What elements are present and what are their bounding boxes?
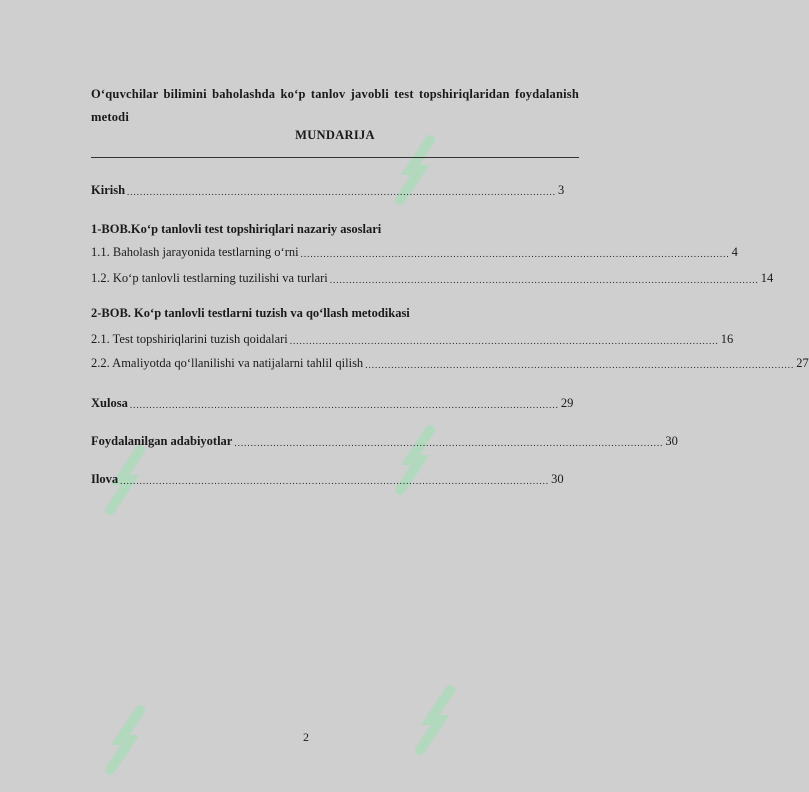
toc-entry-page: 30 — [665, 434, 678, 448]
toc-entry-page: 4 — [731, 245, 738, 259]
watermark-logo-icon — [400, 680, 480, 760]
toc-entry-label: 2.1. Test topshiriqlarini tuzish qoidalari — [91, 332, 288, 346]
toc-leader: .................................................................................................................................... — [127, 187, 557, 197]
toc-entry-page: 3 — [558, 183, 565, 197]
toc-leader: .................................................................................................................................... — [120, 476, 550, 486]
toc-entry-label: Ilova — [91, 472, 119, 486]
toc-entry-label: Xulosa — [91, 396, 128, 410]
toc-entry-references[interactable] — [91, 431, 678, 449]
toc-heading: MUNDARIJA — [295, 128, 375, 142]
page-number: 2 — [303, 730, 309, 744]
toc-entry-page: 16 — [720, 332, 734, 346]
toc-entry-page: 30 — [551, 472, 564, 486]
toc-leader: .................................................................................................................................... — [129, 400, 559, 410]
toc-entry-page: 29 — [560, 396, 574, 410]
toc-entry-page: 14 — [760, 271, 774, 285]
toc-leader: .................................................................................................................................... — [289, 336, 719, 346]
document-title: O‘quvchilar bilimini baholashda ko‘p tanlov javobli test topshiriqlaridan foydalanish metodi — [91, 87, 579, 124]
toc-entry-label: 2.2. Amaliyotda qo‘llanilishi va natijalarni tahlil qilish — [91, 356, 364, 370]
chapter-2-title[interactable]: 2-BOB. Ko‘p tanlovli testlarni tuzish va qo‘llash metodikasi — [91, 306, 410, 320]
toc-entry-page: 27 — [796, 356, 809, 370]
toc-leader: .................................................................................................................................... — [234, 438, 664, 448]
toc-entry-label: 1.2. Ko‘p tanlovli testlarning tuzilishi va turlari — [91, 271, 328, 285]
toc-leader: .................................................................................................................................... — [329, 275, 759, 285]
toc-entry-2-1[interactable] — [91, 329, 734, 347]
divider — [91, 157, 579, 158]
toc-entry-conclusion[interactable] — [91, 393, 574, 411]
chapter-1-title[interactable]: 1-BOB.Ko‘p tanlovli test topshiriqlari nazariy asoslari — [91, 222, 382, 236]
toc-entry-appendix[interactable] — [91, 469, 564, 487]
toc-entry-intro[interactable] — [91, 180, 565, 198]
toc-leader: .................................................................................................................................... — [300, 249, 730, 259]
toc-entry-label: Kirish — [91, 183, 126, 197]
toc-entry-1-1[interactable] — [91, 242, 738, 260]
toc-entry-2-2[interactable] — [91, 353, 809, 371]
toc-entry-label: Foydalanilgan adabiyotlar — [91, 434, 233, 448]
toc-entry-1-2[interactable] — [91, 268, 774, 286]
toc-leader: .................................................................................................................................... — [365, 360, 795, 370]
toc-entry-label: 1.1. Baholash jarayonida testlarning o‘rni — [91, 245, 299, 259]
